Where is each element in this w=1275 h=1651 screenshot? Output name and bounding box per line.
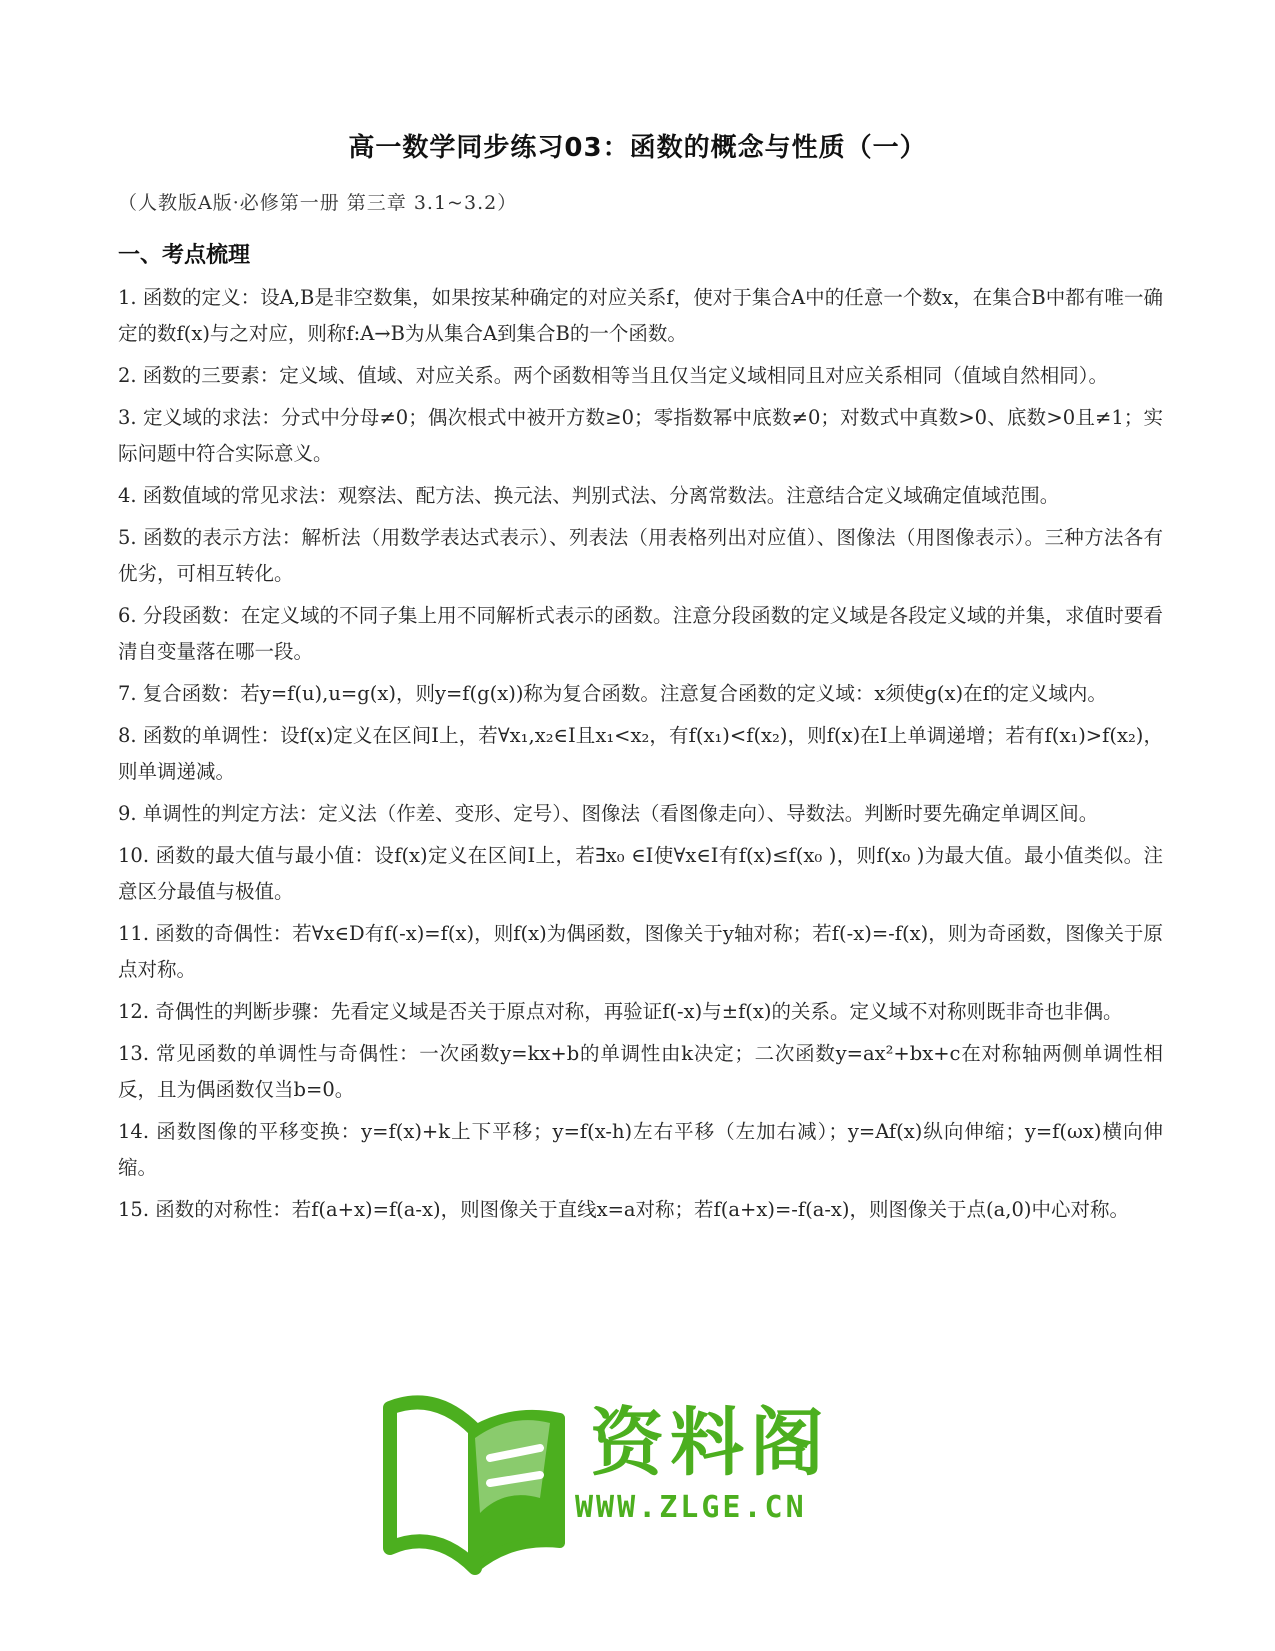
page-subtitle: （人教版A版·必修第一册 第三章 3.1~3.2） (118, 192, 518, 214)
open-book-icon (380, 1378, 570, 1578)
list-item: 3. 定义域的求法：分式中分母≠0；偶次根式中被开方数≥0；零指数幂中底数≠0；对数式中真数>0、底数>0且≠1；实际问题中符合实际意义。 (118, 406, 1163, 465)
list-item: 13. 常见函数的单调性与奇偶性：一次函数y=kx+b的单调性由k决定；二次函数y=ax²+bx+c在对称轴两侧单调性相反，且为偶函数仅当b=0。 (118, 1042, 1163, 1101)
list-item: 7. 复合函数：若y=f(u),u=g(x)，则y=f(g(x))称为复合函数。注意复合函数的定义域：x须使g(x)在f的定义域内。 (118, 682, 1107, 705)
watermark-logo (380, 1378, 900, 1588)
list-item: 15. 函数的对称性：若f(a+x)=f(a-x)，则图像关于直线x=a对称；若f(a+x)=-f(a-x)，则图像关于点(a,0)中心对称。 (118, 1198, 1129, 1221)
watermark-name: 资料阁 (590, 1400, 830, 1486)
page-title: 高一数学同步练习03：函数的概念与性质（一） (348, 133, 927, 163)
watermark-url: WWW.ZLGE.CN (575, 1490, 807, 1525)
key-points-list (118, 280, 1163, 1234)
list-item: 8. 函数的单调性：设f(x)定义在区间I上，若∀x₁,x₂∈I且x₁<x₂，有f(x₁)<f(x₂)，则f(x)在I上单调递增；若有f(x₁)>f(x₂)，则单调递减。 (118, 724, 1163, 783)
list-item: 6. 分段函数：在定义域的不同子集上用不同解析式表示的函数。注意分段函数的定义域是各段定义域的并集，求值时要看清自变量落在哪一段。 (118, 604, 1163, 663)
list-item: 2. 函数的三要素：定义域、值域、对应关系。两个函数相等当且仅当定义域相同且对应关系相同（值域自然相同）。 (118, 364, 1109, 387)
list-item: 1. 函数的定义：设A,B是非空数集，如果按某种确定的对应关系f，使对于集合A中的任意一个数x，在集合B中都有唯一确定的数f(x)与之对应，则称f:A→B为从集合A到集合B的一个函数。 (118, 286, 1163, 345)
list-item: 5. 函数的表示方法：解析法（用数学表达式表示）、列表法（用表格列出对应值）、图像法（用图像表示）。三种方法各有优劣，可相互转化。 (118, 526, 1163, 585)
list-item: 14. 函数图像的平移变换：y=f(x)+k上下平移；y=f(x-h)左右平移（左加右减）；y=Af(x)纵向伸缩；y=f(ωx)横向伸缩。 (118, 1120, 1163, 1179)
section-heading: 一、考点梳理 (118, 243, 251, 268)
list-item: 11. 函数的奇偶性：若∀x∈D有f(-x)=f(x)，则f(x)为偶函数，图像关于y轴对称；若f(-x)=-f(x)，则为奇函数，图像关于原点对称。 (118, 922, 1163, 981)
list-item: 9. 单调性的判定方法：定义法（作差、变形、定号）、图像法（看图像走向）、导数法。判断时要先确定单调区间。 (118, 802, 1099, 825)
list-item: 10. 函数的最大值与最小值：设f(x)定义在区间I上，若∃x₀ ∈I使∀x∈I有f(x)≤f(x₀ )，则f(x₀ )为最大值。最小值类似。注意区分最值与极值。 (118, 844, 1163, 903)
list-item: 12. 奇偶性的判断步骤：先看定义域是否关于原点对称，再验证f(-x)与±f(x)的关系。定义域不对称则既非奇也非偶。 (118, 1000, 1123, 1023)
list-item: 4. 函数值域的常见求法：观察法、配方法、换元法、判别式法、分离常数法。注意结合定义域确定值域范围。 (118, 484, 1060, 507)
